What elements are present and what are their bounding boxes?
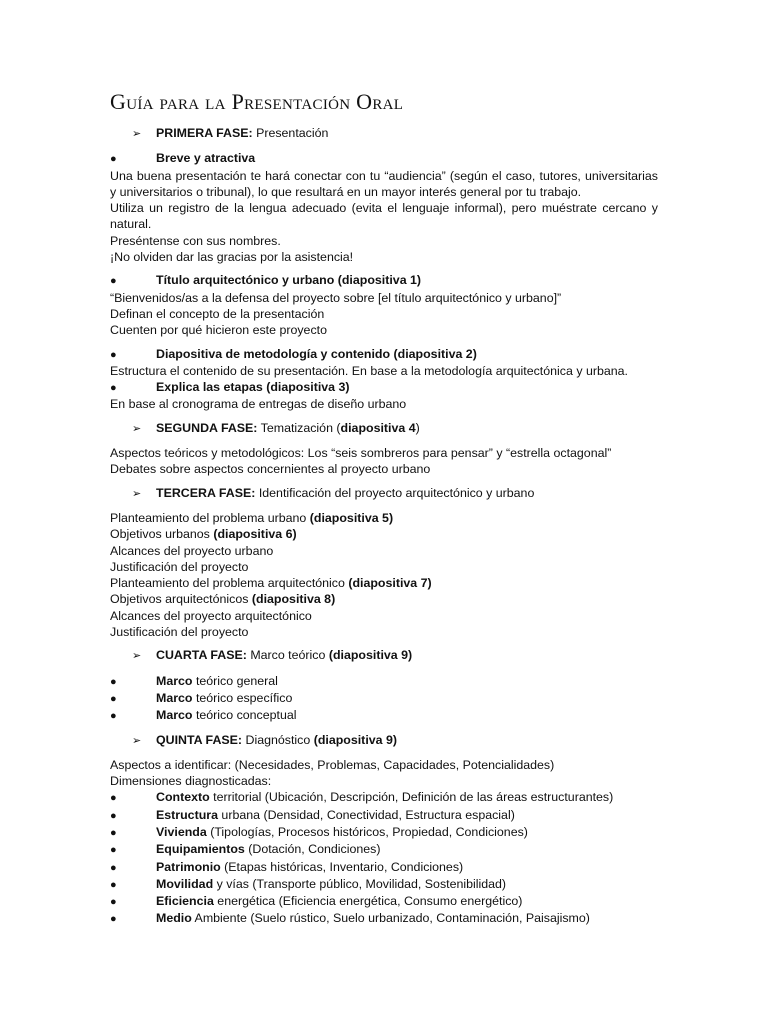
- item-text: teórico específico: [192, 690, 293, 705]
- item-bold: Equipamientos: [156, 842, 245, 857]
- bullet-icon: ●: [110, 861, 117, 874]
- bullet-item: [110, 893, 658, 910]
- item-text: Ambiente (Suelo rústico, Suelo urbanizado, Contaminación, Paisajismo): [191, 911, 590, 926]
- bullet-icon: ●: [110, 896, 117, 909]
- item-text: y vías (Transporte público, Movilidad, Sostenibilidad): [213, 876, 507, 891]
- phase-label: PRIMERA FASE:: [156, 126, 253, 140]
- bullet-icon: ●: [110, 913, 117, 926]
- bullet-icon: ●: [110, 675, 117, 688]
- document-body: [110, 88, 658, 928]
- paragraph: Utiliza un registro de la lengua adecuado (evita el lenguaje informal), pero muéstrate cercano y natural.: [110, 201, 658, 232]
- bullet-icon: ●: [110, 348, 117, 361]
- paragraph: Estructura el contenido de su presentación. En base a la metodología arquitectónica y urbana.: [110, 363, 628, 378]
- item-bold: Contexto: [156, 790, 210, 805]
- phase-3: [132, 485, 658, 502]
- phase-text-end: ): [415, 420, 420, 435]
- item-bold: Medio: [156, 911, 192, 926]
- bullet-icon: ●: [110, 275, 117, 288]
- item-text: territorial (Ubicación, Descripción, Definición de las áreas estructurantes): [209, 790, 614, 805]
- bullet-icon: ●: [110, 826, 117, 839]
- item-bold: Marco: [156, 708, 193, 723]
- paragraph: En base al cronograma de entregas de diseño urbano: [110, 397, 407, 412]
- phase-label: TERCERA FASE:: [156, 485, 256, 500]
- paragraph: Debates sobre aspectos concernientes al proyecto urbano: [110, 462, 431, 477]
- paragraph: Definan el concepto de la presentación: [110, 306, 325, 321]
- phase-text: Marco teórico: [250, 648, 329, 663]
- paragraph: [110, 591, 658, 607]
- phase-text: Diagnóstico: [245, 732, 314, 747]
- item-text: teórico general: [192, 673, 278, 688]
- line-text: Objetivos arquitectónicos: [110, 592, 252, 607]
- bullet-item: [110, 707, 658, 724]
- bullet-heading: Explica las etapas (diapositiva 3): [156, 380, 350, 395]
- line-text: Objetivos urbanos: [110, 527, 214, 542]
- line-text: Planteamiento del problema urbano: [110, 510, 310, 525]
- line-text: Planteamiento del problema arquitectónico: [110, 576, 349, 591]
- paragraph: [110, 526, 658, 542]
- bullet-icon: ●: [110, 153, 117, 166]
- paragraph: [110, 510, 658, 526]
- paragraph: Cuenten por qué hicieron este proyecto: [110, 323, 327, 338]
- bullet-item: [110, 841, 658, 858]
- bullet-item: [110, 272, 658, 289]
- arrow-bullet-icon: ➢: [132, 734, 142, 747]
- item-text: (Tipologías, Procesos históricos, Propiedad, Condiciones): [206, 824, 528, 839]
- bullet-heading: Diapositiva de metodología y contenido (diapositiva 2): [156, 346, 477, 361]
- paragraph: “Bienvenidos/as a la defensa del proyecto sobre [el título arquitectónico y urbano]”: [110, 290, 562, 305]
- bullet-item: [110, 807, 658, 824]
- phase-4: [132, 647, 658, 664]
- phase-text: Presentación: [256, 126, 329, 140]
- bullet-icon: ●: [110, 878, 117, 891]
- bullet-icon: ●: [110, 710, 117, 723]
- bullet-item: [110, 379, 658, 396]
- paragraph: Alcances del proyecto urbano: [110, 543, 274, 558]
- paragraph: Justificación del proyecto: [110, 559, 249, 574]
- bullet-icon: ●: [110, 692, 117, 705]
- bullet-item: [110, 690, 658, 707]
- bullet-item: [110, 910, 658, 927]
- bullet-icon: ●: [110, 844, 117, 857]
- paragraph: ¡No olviden dar las gracias por la asistencia!: [110, 250, 354, 265]
- item-bold: Marco: [156, 673, 193, 688]
- item-text: energética (Eficiencia energética, Consumo energético): [213, 894, 523, 909]
- paragraph: Una buena presentación te hará conectar con tu “audiencia” (según el caso, tutores, universitarias y universitarios o tribunal), lo que resultará en un mayor interés general por tu trabajo.: [110, 168, 658, 199]
- phase-slide: (diapositiva 9): [313, 732, 397, 747]
- bullet-item: [110, 789, 658, 806]
- item-text: (Dotación, Condiciones): [244, 842, 381, 857]
- document-title: Guía para la Presentación Oral: [110, 89, 404, 114]
- bullet-item: [110, 824, 658, 841]
- paragraph: Alcances del proyecto arquitectónico: [110, 608, 312, 623]
- bullet-heading: Breve y atractiva: [156, 151, 256, 166]
- phase-label: QUINTA FASE:: [156, 732, 243, 747]
- item-text: (Etapas históricas, Inventario, Condiciones): [220, 859, 464, 874]
- paragraph: Aspectos teóricos y metodológicos: Los “seis sombreros para pensar” y “estrella octagonal”: [110, 446, 612, 461]
- item-bold: Patrimonio: [156, 859, 221, 874]
- bullet-item: [110, 150, 658, 167]
- paragraph: Dimensiones diagnosticadas:: [110, 774, 272, 789]
- phase-text: Identificación del proyecto arquitectónico y urbano: [258, 485, 535, 500]
- item-text: teórico conceptual: [192, 708, 297, 723]
- bullet-icon: ●: [110, 809, 117, 822]
- slide-ref: (diapositiva 6): [213, 527, 297, 542]
- item-bold: Movilidad: [156, 876, 214, 891]
- bullet-heading: Título arquitectónico y urbano (diapositiva 1): [156, 273, 422, 288]
- phase-slide: diapositiva 4: [340, 420, 416, 435]
- paragraph: [110, 575, 658, 591]
- slide-ref: (diapositiva 7): [348, 576, 432, 591]
- item-bold: Estructura: [156, 807, 218, 822]
- slide-ref: (diapositiva 8): [251, 592, 336, 607]
- bullet-item: [110, 346, 658, 363]
- arrow-bullet-icon: ➢: [132, 650, 142, 663]
- phase-text: Tematización (: [260, 420, 341, 435]
- paragraph: Preséntense con sus nombres.: [110, 233, 281, 248]
- bullet-icon: ●: [110, 792, 117, 805]
- phase-1: [132, 125, 658, 142]
- phase-label: SEGUNDA FASE:: [156, 420, 258, 435]
- paragraph: Aspectos a identificar: (Necesidades, Problemas, Capacidades, Potencialidades): [110, 757, 555, 772]
- phase-5: [132, 732, 658, 749]
- phase-2: [132, 420, 658, 437]
- arrow-bullet-icon: ➢: [132, 422, 142, 435]
- phase-slide: (diapositiva 9): [328, 648, 413, 663]
- slide-ref: (diapositiva 5): [309, 510, 394, 525]
- bullet-item: [110, 673, 658, 690]
- item-bold: Vivienda: [156, 824, 207, 839]
- arrow-bullet-icon: ➢: [132, 487, 142, 500]
- phase-label: CUARTA FASE:: [156, 648, 247, 663]
- paragraph: Justificación del proyecto: [110, 625, 249, 640]
- bullet-item: [110, 876, 658, 893]
- item-bold: Eficiencia: [156, 894, 214, 909]
- bullet-icon: ●: [110, 382, 117, 395]
- arrow-bullet-icon: ➢: [132, 128, 142, 140]
- item-bold: Marco: [156, 690, 193, 705]
- bullet-item: [110, 859, 658, 876]
- item-text: urbana (Densidad, Conectividad, Estructura espacial): [217, 807, 515, 822]
